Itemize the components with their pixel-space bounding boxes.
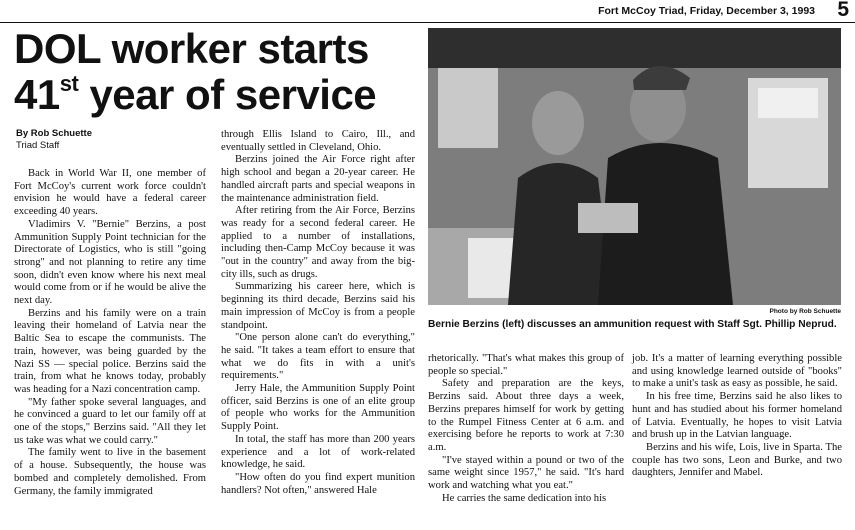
paragraph: Safety and preparation are the keys, Berzins said. About three days a week, Berzins prepares himself for work by getting to the Rumpel Fitness Center at 6 a.m. and exercising before he reports to work at 7:30 a.m.	[428, 378, 624, 453]
paragraph: "I've stayed within a pound or two of the same weight since 1957," he said. "It's hard work and watching what you eat."	[428, 454, 624, 492]
headline-line-1: DOL worker starts	[14, 25, 369, 72]
paragraph: The family went to live in the basement of a house. Subsequently, the house was bombed and completely demolished. From Germany, the family immigrated	[14, 447, 206, 497]
headline-line-2: year of service	[78, 71, 377, 118]
paragraph: Berzins joined the Air Force right after high school and began a 20-year career. He handled aircraft parts and special weapons in the maintenance administration field.	[221, 154, 415, 204]
paragraph-continued: rhetorically. "That's what makes this group of people so special."	[428, 353, 624, 377]
paragraph-continued: job. It's a matter of learning everything possible and using knowledge learned outside of "books" to make a unit's task as easy as possible, he said.	[632, 353, 842, 390]
article-column-3	[428, 353, 624, 505]
paragraph: "My father spoke several languages, and he convinced a guard to let our family off at one of the stops," Berzins said. "All they let us take was what we could carry."	[14, 396, 206, 446]
paragraph: After retiring from the Air Force, Berzins was ready for a second federal career. He applied to a number of installations, including then-Camp McCoy because it was "out in the country" and away from the big-city ills, such as drugs.	[221, 205, 415, 280]
byline-name: By Rob Schuette	[16, 128, 93, 139]
paragraph: Berzins and his wife, Lois, live in Sparta. The couple has two sons, Leon and Burke, and two daughters, Jennifer and Mabel.	[632, 441, 842, 479]
headline	[14, 26, 414, 118]
paragraph: He carries the same dedication into his	[442, 492, 607, 504]
paragraph: Back in World War II, one member of Fort McCoy's current work force couldn't envision he would have a federal career exceeding 40 years.	[14, 168, 206, 218]
paragraph: Jerry Hale, the Ammunition Supply Point officer, said Berzins is one of an elite group of people who works for the Ammunition Supply Point.	[221, 383, 415, 433]
paragraph: "How often do you find expert munition handlers? Not often," answered Hale	[221, 471, 415, 496]
page-number: 5	[837, 0, 849, 21]
paragraph: In his free time, Berzins said he also likes to hunt and has studied about his former homeland of Latvia. Eventually, he hopes to visit Latvia and brush up in the Latvian language.	[632, 391, 842, 441]
headline-ordinal: st	[59, 71, 79, 96]
paragraph: "One person alone can't do everything," he said. "It takes a team effort to ensure that what we do fits in with a unit's requirements."	[221, 332, 415, 382]
photo-caption: Bernie Berzins (left) discusses an ammunition request with Staff Sgt. Phillip Neprud.	[428, 319, 837, 330]
running-head: Fort McCoy Triad, Friday, December 3, 1993	[598, 5, 815, 17]
article-column-1	[14, 168, 206, 498]
photo-illustration	[428, 28, 841, 305]
paragraph: In total, the staff has more than 200 years experience and a lot of work-related knowledge, he said.	[221, 433, 415, 471]
paragraph: Vladimirs V. "Bernie" Berzins, a post Ammunition Supply Point technician for the Directorate of Logistics, who is still "going strong" and not planning to retire any time soon, didn't even know where his next meal would come from or if he would be alive the next day.	[14, 218, 206, 307]
paragraph: Berzins and his family were on a train leaving their homeland of Latvia near the Baltic Sea to escape the communists. The train, however, was being guarded by the Nazi SS — special police. Berzins said the train, from what he knows today, probably was heading for a Nazi concentration camp.	[14, 307, 206, 395]
news-photo	[428, 28, 841, 305]
page-header	[0, 0, 855, 23]
article-column-2	[221, 129, 415, 497]
byline-role: Triad Staff	[16, 140, 60, 151]
photo-credit: Photo by Rob Schuette	[769, 308, 841, 315]
article-column-4	[632, 353, 842, 480]
headline-number: 41	[14, 71, 60, 118]
byline	[16, 128, 92, 152]
paragraph: Summarizing his career here, which is beginning its third decade, Berzins said his main impression of McCoy is from a people standpoint.	[221, 281, 415, 331]
paragraph-continued: through Ellis Island to Cairo, Ill., and eventually settled in Cleveland, Ohio.	[221, 129, 415, 153]
